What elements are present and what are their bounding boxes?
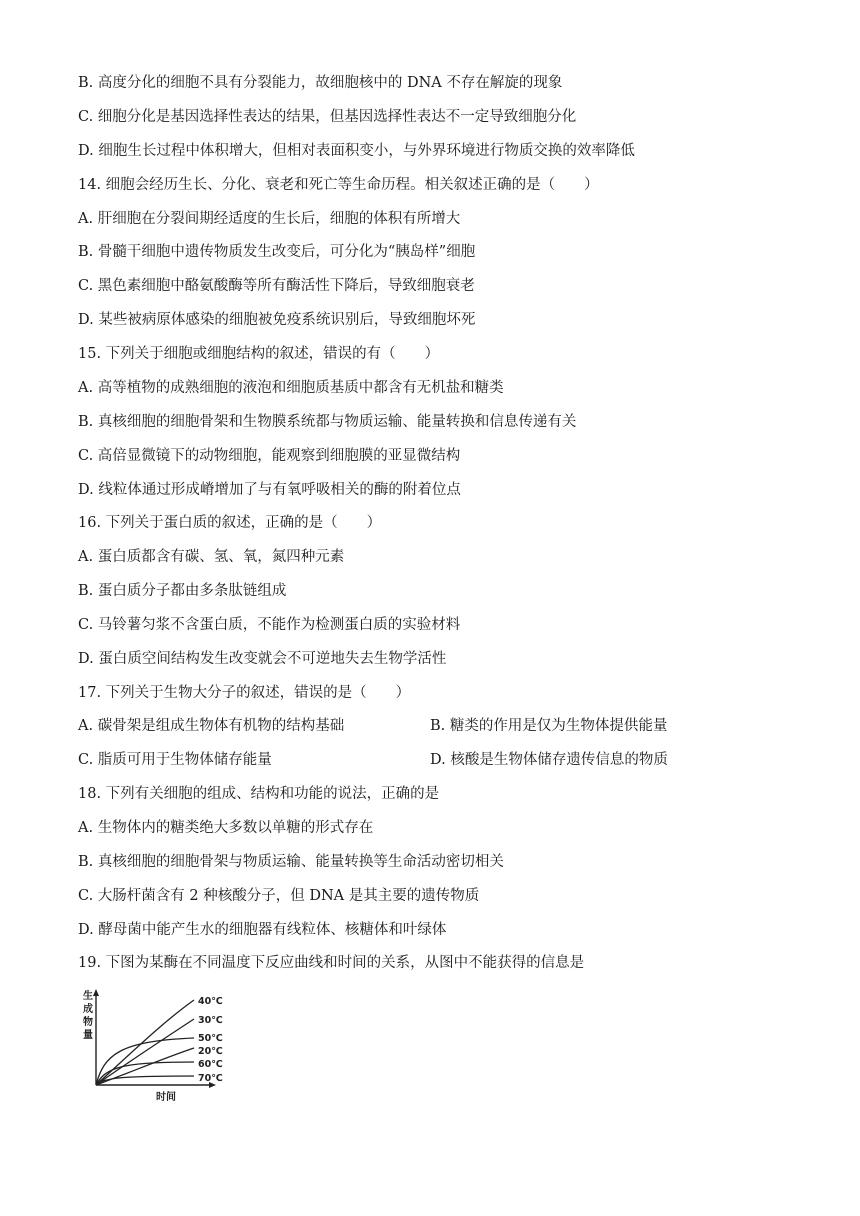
curve-30c bbox=[96, 1019, 194, 1085]
q18-option-b: B. 真核细胞的细胞骨架与物质运输、能量转换等生命活动密切相关 bbox=[78, 854, 504, 870]
curve-label: 30℃ bbox=[198, 1015, 223, 1026]
q16-option-b: B. 蛋白质分子都由多条肽链组成 bbox=[78, 583, 287, 599]
q17-stem: 17. 下列关于生物大分子的叙述，错误的是（ ） bbox=[78, 685, 411, 701]
y-label-char: 生 bbox=[83, 991, 93, 1002]
q13-option-b: B. 高度分化的细胞不具有分裂能力，故细胞核中的 DNA 不存在解旋的现象 bbox=[78, 75, 563, 91]
curve-label: 50℃ bbox=[198, 1033, 223, 1044]
q18-option-c: C. 大肠杆菌含有 2 种核酸分子，但 DNA 是其主要的遗传物质 bbox=[78, 888, 480, 904]
q17-option-c: C. 脂质可用于生物体储存能量 bbox=[78, 752, 272, 768]
q18-option-d: D. 酵母菌中能产生水的细胞器有线粒体、核糖体和叶绿体 bbox=[78, 922, 447, 938]
y-label-char: 物 bbox=[83, 1017, 93, 1028]
q14-option-a: A. 肝细胞在分裂间期经适度的生长后，细胞的体积有所增大 bbox=[78, 211, 461, 227]
q14-option-b: B. 骨髓干细胞中遗传物质发生改变后，可分化为“胰岛样”细胞 bbox=[78, 244, 476, 260]
q14-stem: 14. 细胞会经历生长、分化、衰老和死亡等生命历程。相关叙述正确的是（ ） bbox=[78, 177, 599, 193]
y-axis-arrow bbox=[93, 989, 99, 996]
q19-stem: 19. 下图为某酶在不同温度下反应曲线和时间的关系，从图中不能获得的信息是 bbox=[78, 955, 585, 971]
q16-stem: 16. 下列关于蛋白质的叙述，正确的是（ ） bbox=[78, 515, 382, 531]
q15-option-b: B. 真核细胞的细胞骨架和生物膜系统都与物质运输、能量转换和信息传递有关 bbox=[78, 414, 577, 430]
q18-stem: 18. 下列有关细胞的组成、结构和功能的说法，正确的是 bbox=[78, 786, 440, 802]
q15-option-d: D. 线粒体通过形成嵴增加了与有氧呼吸相关的酶的附着位点 bbox=[78, 482, 461, 498]
q13-option-d: D. 细胞生长过程中体积增大，但相对表面积变小，与外界环境进行物质交换的效率降低 bbox=[78, 143, 635, 159]
q17-option-d: D. 核酸是生物体储存遗传信息的物质 bbox=[430, 752, 668, 768]
q17-option-a: A. 碳骨架是组成生物体有机物的结构基础 bbox=[78, 718, 345, 734]
curve-label: 40℃ bbox=[198, 996, 223, 1007]
curve-60c bbox=[96, 1062, 194, 1085]
q17-option-b: B. 糖类的作用是仅为生物体提供能量 bbox=[430, 718, 668, 734]
q15-option-a: A. 高等植物的成熟细胞的液泡和细胞质基质中都含有无机盐和糖类 bbox=[78, 380, 504, 396]
curve-label: 60℃ bbox=[198, 1059, 223, 1070]
curve-70c bbox=[96, 1076, 194, 1085]
x-axis-label: 时间 bbox=[156, 1092, 176, 1103]
y-label-char: 成 bbox=[83, 1004, 93, 1015]
curve-label: 70℃ bbox=[198, 1073, 223, 1084]
q14-option-d: D. 某些被病原体感染的细胞被免疫系统识别后，导致细胞坏死 bbox=[78, 312, 476, 328]
q15-option-c: C. 高倍显微镜下的动物细胞，能观察到细胞膜的亚显微结构 bbox=[78, 448, 461, 464]
q18-option-a: A. 生物体内的糖类绝大多数以单糖的形式存在 bbox=[78, 820, 374, 836]
q13-option-c: C. 细胞分化是基因选择性表达的结果，但基因选择性表达不一定导致细胞分化 bbox=[78, 109, 577, 125]
q16-option-d: D. 蛋白质空间结构发生改变就会不可逆地失去生物学活性 bbox=[78, 651, 447, 667]
y-label-char: 量 bbox=[83, 1030, 93, 1041]
q16-option-c: C. 马铃薯匀浆不含蛋白质，不能作为检测蛋白质的实验材料 bbox=[78, 617, 461, 633]
enzyme-temperature-figure bbox=[74, 985, 244, 1107]
q16-option-a: A. 蛋白质都含有碳、氢、氧，氮四种元素 bbox=[78, 549, 345, 565]
q14-option-c: C. 黑色素细胞中酪氨酸酶等所有酶活性下降后，导致细胞衰老 bbox=[78, 278, 475, 294]
q15-stem: 15. 下列关于细胞或细胞结构的叙述，错误的有（ ） bbox=[78, 346, 440, 362]
curve-label: 20℃ bbox=[198, 1046, 223, 1057]
